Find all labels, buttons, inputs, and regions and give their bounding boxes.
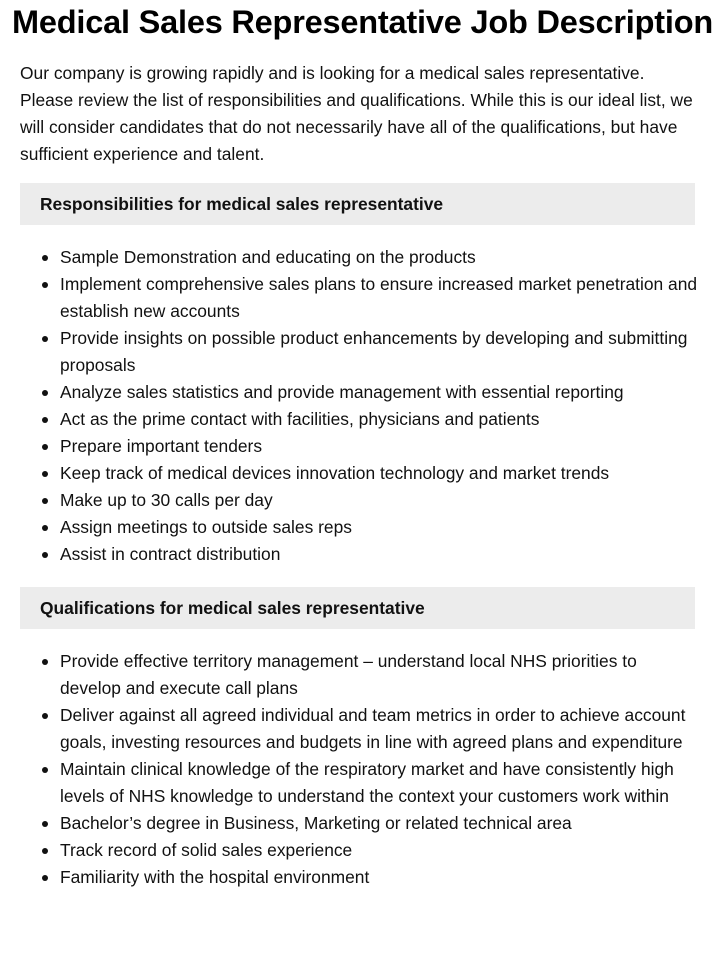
list-item: Familiarity with the hospital environment — [20, 864, 700, 891]
list-item: Assist in contract distribution — [20, 541, 700, 568]
list-item: Track record of solid sales experience — [20, 837, 700, 864]
list-item: Analyze sales statistics and provide management with essential reporting — [20, 379, 700, 406]
list-item: Provide effective territory management – understand local NHS priorities to develop and execute call plans — [20, 648, 700, 702]
list-item: Implement comprehensive sales plans to ensure increased market penetration and establish new accounts — [20, 271, 700, 325]
intro-paragraph: Our company is growing rapidly and is looking for a medical sales representative. Please review the list of responsibilities and qualifications. While this is our ideal list, we will consider candidates that do not necessarily have all of the qualifications, but have sufficient experience and talent. — [20, 63, 693, 164]
responsibilities-heading: Responsibilities for medical sales representative — [20, 183, 695, 225]
list-item: Make up to 30 calls per day — [20, 487, 700, 514]
qualifications-heading: Qualifications for medical sales representative — [20, 587, 695, 629]
list-item: Maintain clinical knowledge of the respiratory market and have consistently high levels of NHS knowledge to understand the context your customers work within — [20, 756, 700, 810]
page-title: Medical Sales Representative Job Description — [12, 4, 714, 40]
responsibilities-list — [20, 244, 700, 568]
list-item: Deliver against all agreed individual and team metrics in order to achieve account goals, investing resources and budgets in line with agreed plans and expenditure — [20, 702, 700, 756]
qualifications-list — [20, 648, 700, 891]
list-item: Bachelor’s degree in Business, Marketing or related technical area — [20, 810, 700, 837]
list-item: Provide insights on possible product enhancements by developing and submitting proposals — [20, 325, 700, 379]
list-item: Prepare important tenders — [20, 433, 700, 460]
list-item: Keep track of medical devices innovation technology and market trends — [20, 460, 700, 487]
list-item: Assign meetings to outside sales reps — [20, 514, 700, 541]
list-item: Sample Demonstration and educating on the products — [20, 244, 700, 271]
list-item: Act as the prime contact with facilities, physicians and patients — [20, 406, 700, 433]
